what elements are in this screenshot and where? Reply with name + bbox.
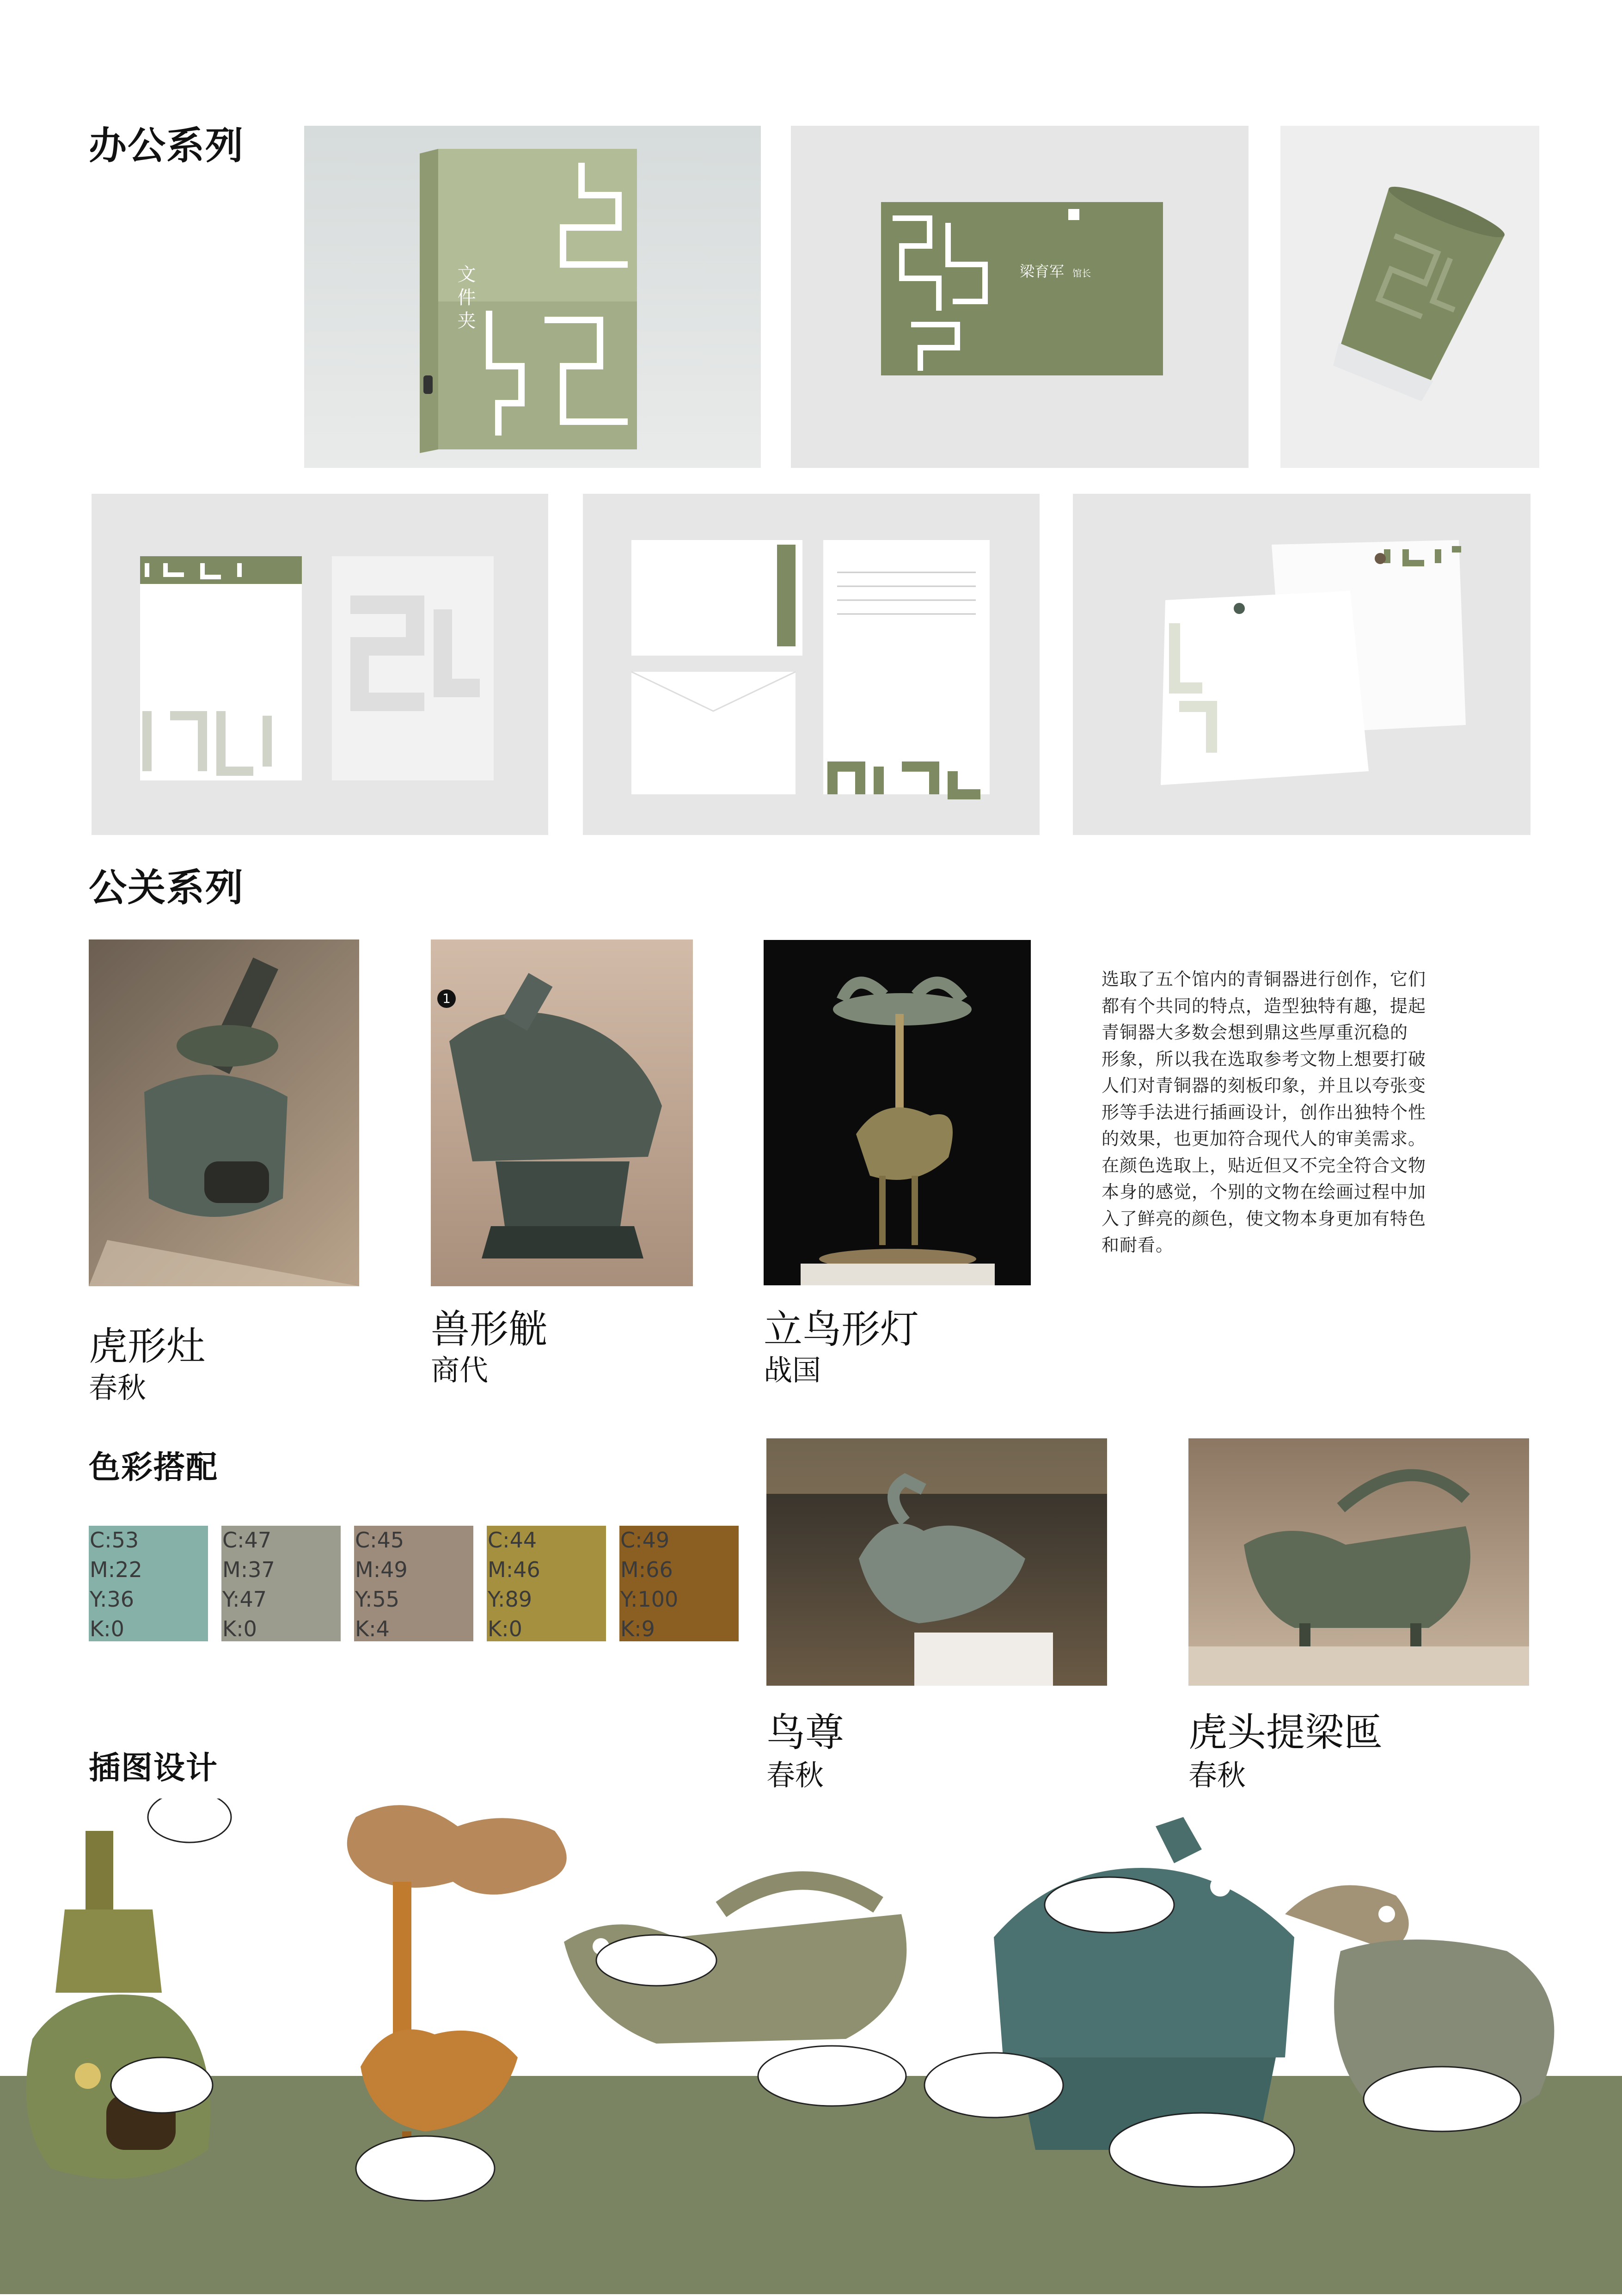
swatch-value-m: M:37 — [222, 1557, 275, 1582]
swatch-value-m: M:66 — [620, 1557, 673, 1582]
artifact-era-bird-lamp: 战国 — [764, 1353, 821, 1387]
swatch-value-m: M:49 — [355, 1557, 408, 1582]
illustration-art — [0, 1799, 1622, 2294]
swatch-value-k: K:4 — [355, 1616, 390, 1641]
letterhead-art — [92, 494, 548, 835]
description-line: 在颜色选取上，贴近但又不完全符合文物 — [1102, 1155, 1426, 1176]
swatch-value-m: M:46 — [488, 1557, 540, 1582]
description-line: 青铜器大多数会想到鼎这些厚重沉稳的 — [1102, 1022, 1408, 1043]
card-name — [1020, 260, 1091, 281]
photo-tiger-yi — [1188, 1438, 1529, 1686]
description-line: 人们对青铜器的刻板印象，并且以夸张变 — [1102, 1075, 1426, 1096]
cup-mockup — [1280, 126, 1539, 468]
business-card-mockup — [791, 126, 1249, 468]
swatch-value-c: C:49 — [620, 1528, 670, 1553]
description-paragraph — [1102, 966, 1508, 1259]
tiger-yi-art — [1188, 1438, 1529, 1686]
photo-bird-lamp — [764, 940, 1031, 1285]
description-line: 都有个共同的特点，造型独特有趣，提起 — [1102, 995, 1426, 1016]
description-line: 选取了五个馆内的青铜器进行创作，它们 — [1102, 969, 1426, 989]
artifact-name-tiger-stove: 虎形灶 — [89, 1324, 206, 1369]
swatch-value-y: Y:100 — [620, 1587, 679, 1612]
section-title-illustration: 插图设计 — [89, 1750, 219, 1786]
swatch-value-y: Y:36 — [90, 1587, 135, 1612]
envelope-art — [583, 494, 1040, 835]
folder-label: 文件夹 — [454, 264, 476, 334]
beast-gong-art — [431, 939, 693, 1286]
swatch-value-k: K:0 — [488, 1616, 522, 1641]
photo-beast-gong — [431, 939, 693, 1286]
swatch-value-c: C:45 — [355, 1528, 404, 1553]
photo-tiger-stove — [89, 939, 359, 1286]
card-name-text: 梁育军 — [1020, 263, 1065, 280]
swatch-value-c: C:53 — [90, 1528, 139, 1553]
swatch-value-k: K:0 — [90, 1616, 124, 1641]
bird-zun-art — [766, 1438, 1107, 1686]
cup-art — [1280, 126, 1539, 468]
artifact-name-tiger-yi: 虎头提梁匜 — [1188, 1710, 1383, 1755]
swatch-value-c: C:47 — [222, 1528, 272, 1553]
color-swatch — [487, 1526, 606, 1641]
swatch-value-k: K:9 — [620, 1616, 655, 1641]
notecard-mockup — [1073, 494, 1530, 835]
artifact-era-tiger-yi: 春秋 — [1188, 1758, 1246, 1792]
bird-lamp-art — [764, 940, 1031, 1285]
folder-mockup-art — [304, 126, 761, 468]
card-role-text: 馆长 — [1072, 268, 1091, 279]
description-line: 形等手法进行插画设计，创作出独特个性 — [1102, 1102, 1426, 1123]
artifact-name-bird-zun: 鸟尊 — [766, 1710, 845, 1755]
description-line: 的效果，也更加符合现代人的审美需求。 — [1102, 1129, 1426, 1149]
swatch-value-y: Y:47 — [222, 1587, 267, 1612]
notecard-art — [1073, 494, 1530, 835]
color-swatch — [89, 1526, 208, 1641]
business-card-art — [791, 126, 1249, 468]
swatch-value-y: Y:89 — [488, 1587, 533, 1612]
tiger-stove-art — [89, 939, 359, 1286]
description-line: 本身的感觉，个别的文物在绘画过程中加 — [1102, 1182, 1426, 1202]
swatch-value-c: C:44 — [488, 1528, 537, 1553]
description-line: 形象，所以我在选取参考文物上想要打破 — [1102, 1049, 1426, 1069]
section-title-office: 办公系列 — [89, 124, 245, 168]
photo-bird-zun — [766, 1438, 1107, 1686]
illustration-tiger-stove — [26, 1831, 210, 2179]
artifact-name-bird-lamp: 立鸟形灯 — [764, 1307, 919, 1352]
section-title-pr: 公关系列 — [89, 866, 245, 910]
swatch-value-y: Y:55 — [355, 1587, 400, 1612]
photo-number-badge: 1 — [437, 989, 456, 1008]
artifact-era-bird-zun: 春秋 — [766, 1758, 824, 1792]
illustration-banner — [0, 1799, 1622, 2294]
description-line: 入了鲜亮的颜色，使文物本身更加有特色 — [1102, 1208, 1426, 1229]
swatch-value-m: M:22 — [90, 1557, 142, 1582]
letterhead-mockup — [92, 494, 548, 835]
color-swatch — [221, 1526, 341, 1641]
artifact-era-tiger-stove: 春秋 — [89, 1371, 147, 1405]
description-line: 和耐看。 — [1102, 1235, 1174, 1255]
envelope-mockup — [583, 494, 1040, 835]
color-swatch — [619, 1526, 739, 1641]
artifact-era-beast-gong: 商代 — [431, 1353, 489, 1387]
section-title-color: 色彩搭配 — [89, 1449, 219, 1486]
color-swatch — [354, 1526, 473, 1641]
folder-mockup — [304, 126, 761, 468]
swatch-value-k: K:0 — [222, 1616, 257, 1641]
artifact-name-beast-gong: 兽形觥 — [431, 1307, 548, 1352]
